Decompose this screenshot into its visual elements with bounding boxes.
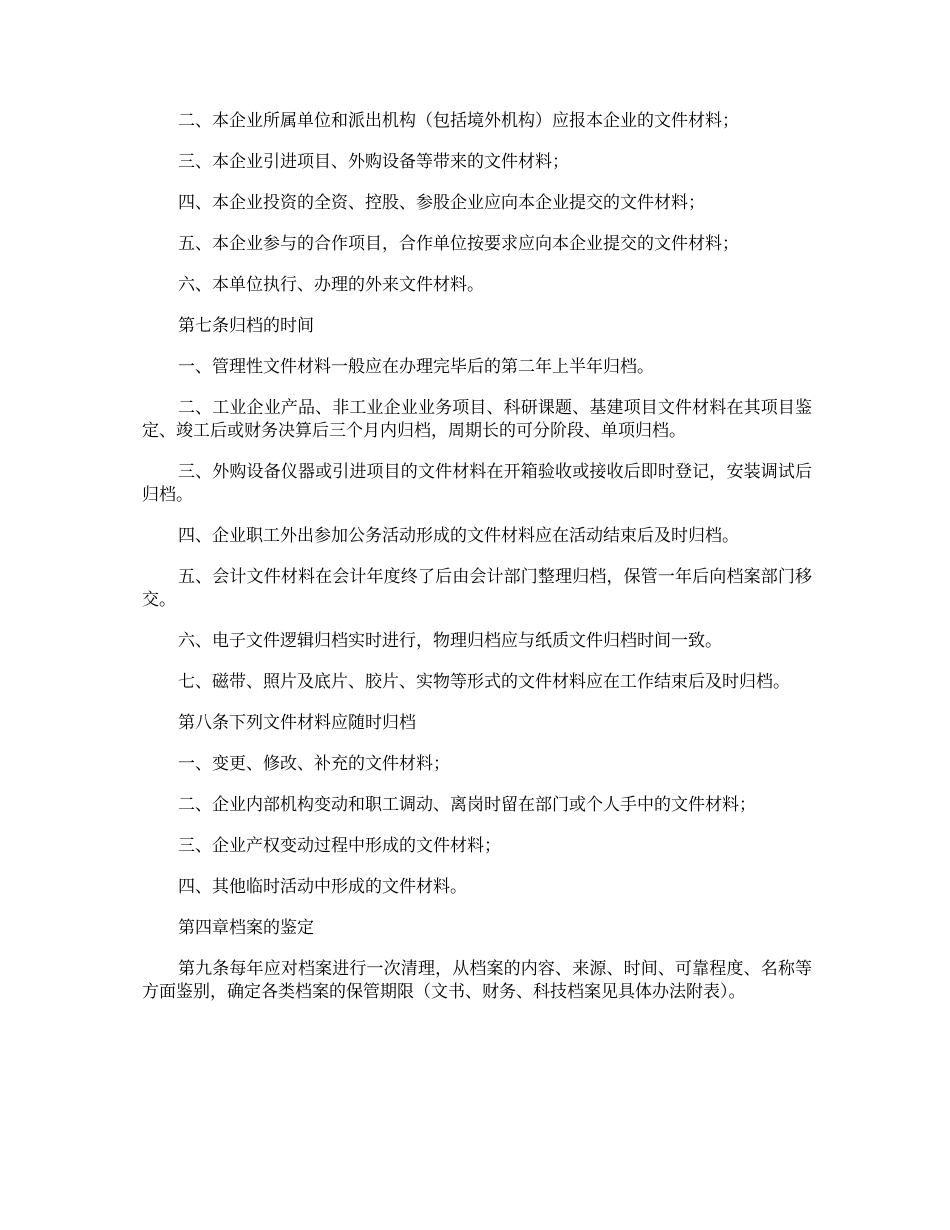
article-7-item-4: 四、企业职工外出参加公务活动形成的文件材料应在活动结束后及时归档。 (178, 526, 739, 546)
article-7-item-6: 六、电子文件逻辑归档实时进行，物理归档应与纸质文件归档时间一致。 (178, 631, 722, 651)
article-7-item-7: 七、磁带、照片及底片、胶片、实物等形式的文件材料应在工作结束后及时归档。 (178, 672, 790, 692)
chapter-4-heading: 第四章档案的鉴定 (178, 918, 314, 938)
article-9-paragraph: 第九条每年应对档案进行一次清理，从档案的内容、来源、时间、可靠程度、名称等方面鉴别，确定各类档案的保管期限（文书、财务、科技档案见具体办法附表）。 (142, 959, 812, 1002)
paragraph-item-2: 二、本企业所属单位和派出机构（包括境外机构）应报本企业的文件材料； (178, 111, 739, 131)
paragraph-item-5: 五、本企业参与的合作项目，合作单位按要求应向本企业提交的文件材料； (178, 234, 739, 254)
article-8-item-2: 二、企业内部机构变动和职工调动、离岗时留在部门或个人手中的文件材料； (178, 795, 756, 815)
article-7-item-1: 一、管理性文件材料一般应在办理完毕后的第二年上半年归档。 (178, 357, 654, 377)
paragraph-item-6: 六、本单位执行、办理的外来文件材料。 (178, 275, 484, 295)
article-7-item-2: 二、工业企业产品、非工业企业业务项目、科研课题、基建项目文件材料在其项目鉴定、竣工后或财务决算后三个月内归档，周期长的可分阶段、单项归档。 (142, 398, 812, 441)
article-8-item-3: 三、企业产权变动过程中形成的文件材料； (178, 836, 501, 856)
article-7-item-5: 五、会计文件材料在会计年度终了后由会计部门整理归档，保管一年后向档案部门移交。 (142, 567, 812, 610)
article-8-item-4: 四、其他临时活动中形成的文件材料。 (178, 877, 467, 897)
paragraph-item-3: 三、本企业引进项目、外购设备等带来的文件材料； (178, 152, 569, 172)
paragraph-item-4: 四、本企业投资的全资、控股、参股企业应向本企业提交的文件材料； (178, 193, 705, 213)
article-7-item-3: 三、外购设备仪器或引进项目的文件材料在开箱验收或接收后即时登记，安装调试后归档。 (142, 462, 812, 505)
article-8-heading: 第八条下列文件材料应随时归档 (178, 713, 416, 733)
article-8-item-1: 一、变更、修改、补充的文件材料； (178, 754, 450, 774)
document-body (142, 110, 812, 1022)
article-7-heading: 第七条归档的时间 (178, 316, 314, 336)
